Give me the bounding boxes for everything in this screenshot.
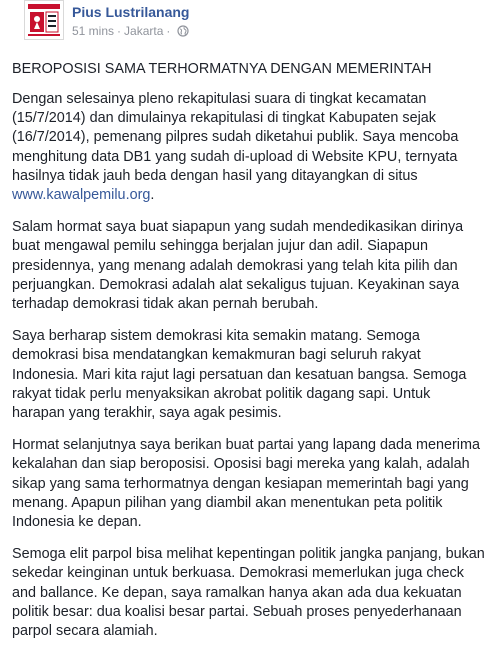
paragraph-1-text: Dengan selesainya pleno rekapitulasi suara di tingkat kecamatan (15/7/2014) dan dimulainya rekapitulasi di tingkat Kabupaten sejak (16/7/2014), pemenang pilpres sudah diketahui publik. Saya mencoba menghitung data DB1 yang sudah di-upload di Website KPU, ternyata hasilnya tidak jauh beda dengan hasil yang ditayangkan di situs <box>12 90 459 184</box>
author-name-link[interactable]: Pius Lustrilanang <box>72 4 190 20</box>
post-header <box>12 0 482 50</box>
meta-separator: · <box>117 24 122 38</box>
post-meta <box>72 24 189 38</box>
post-location-link[interactable]: Jakarta <box>124 24 164 38</box>
post-paragraph-5: Semoga elit parpol bisa melihat kepentingan politik jangka panjang, bukan sekedar keinginan untuk berkuasa. Demokrasi memerlukan juga check and ballance. Ke depan, saya ramalkan hanya akan ada dua kekuatan politik besar: dua koalisi besar partai. Sebuah proses penyederhanaan parpol secara alamiah. <box>12 546 485 640</box>
post-time-link[interactable]: 51 mins <box>72 24 115 38</box>
post-paragraph-1 <box>12 90 486 206</box>
post-paragraph-3: Saya berharap sistem demokrasi kita semakin matang. Semoga demokrasi bisa mendatangkan kemakmuran bagi seluruh rakyat Indonesia. Mari kita rajut lagi persatuan dan kesatuan bangsa. Semoga rakyat tidak perlu menyaksikan akrobat politik dagang sapi. Untuk harapan yang terakhir, saya agak pesimis. <box>12 328 467 422</box>
post-title: BEROPOSISI SAMA TERHORMATNYA DENGAN MEMERINTAH <box>12 61 432 77</box>
post-paragraph-4: Hormat selanjutnya saya berikan buat partai yang lapang dada menerima kekalahan dan siap beroposisi. Oposisi bagi mereka yang kalah, adalah sikap yang sama terhormatnya dengan kesiapan memerintah bagi yang menang. Apapun pilihan yang diambil akan menentukan peta politik Indonesia ke depan. <box>12 437 480 531</box>
globe-icon[interactable] <box>177 25 189 37</box>
meta-separator-2: · <box>166 24 171 38</box>
paragraph-1-end: . <box>150 187 155 204</box>
kawalpemilu-link[interactable]: www.kawalpemilu.org <box>12 187 151 204</box>
party-logo-avatar-icon <box>25 1 63 39</box>
post-paragraph-2: Salam hormat saya buat siapapun yang sudah mendedikasikan dirinya buat mengawal pemilu sehingga berjalan jujur dan adil. Siapapun presidennya, yang menang adalah demokrasi yang telah kita pilih dan perjuangkan. Demokrasi adalah alat sekaligus tujuan. Keyakinan saya terhadap demokrasi tidak akan pernah berubah. <box>12 219 464 313</box>
post-body <box>12 60 486 654</box>
profile-avatar[interactable] <box>24 0 64 40</box>
